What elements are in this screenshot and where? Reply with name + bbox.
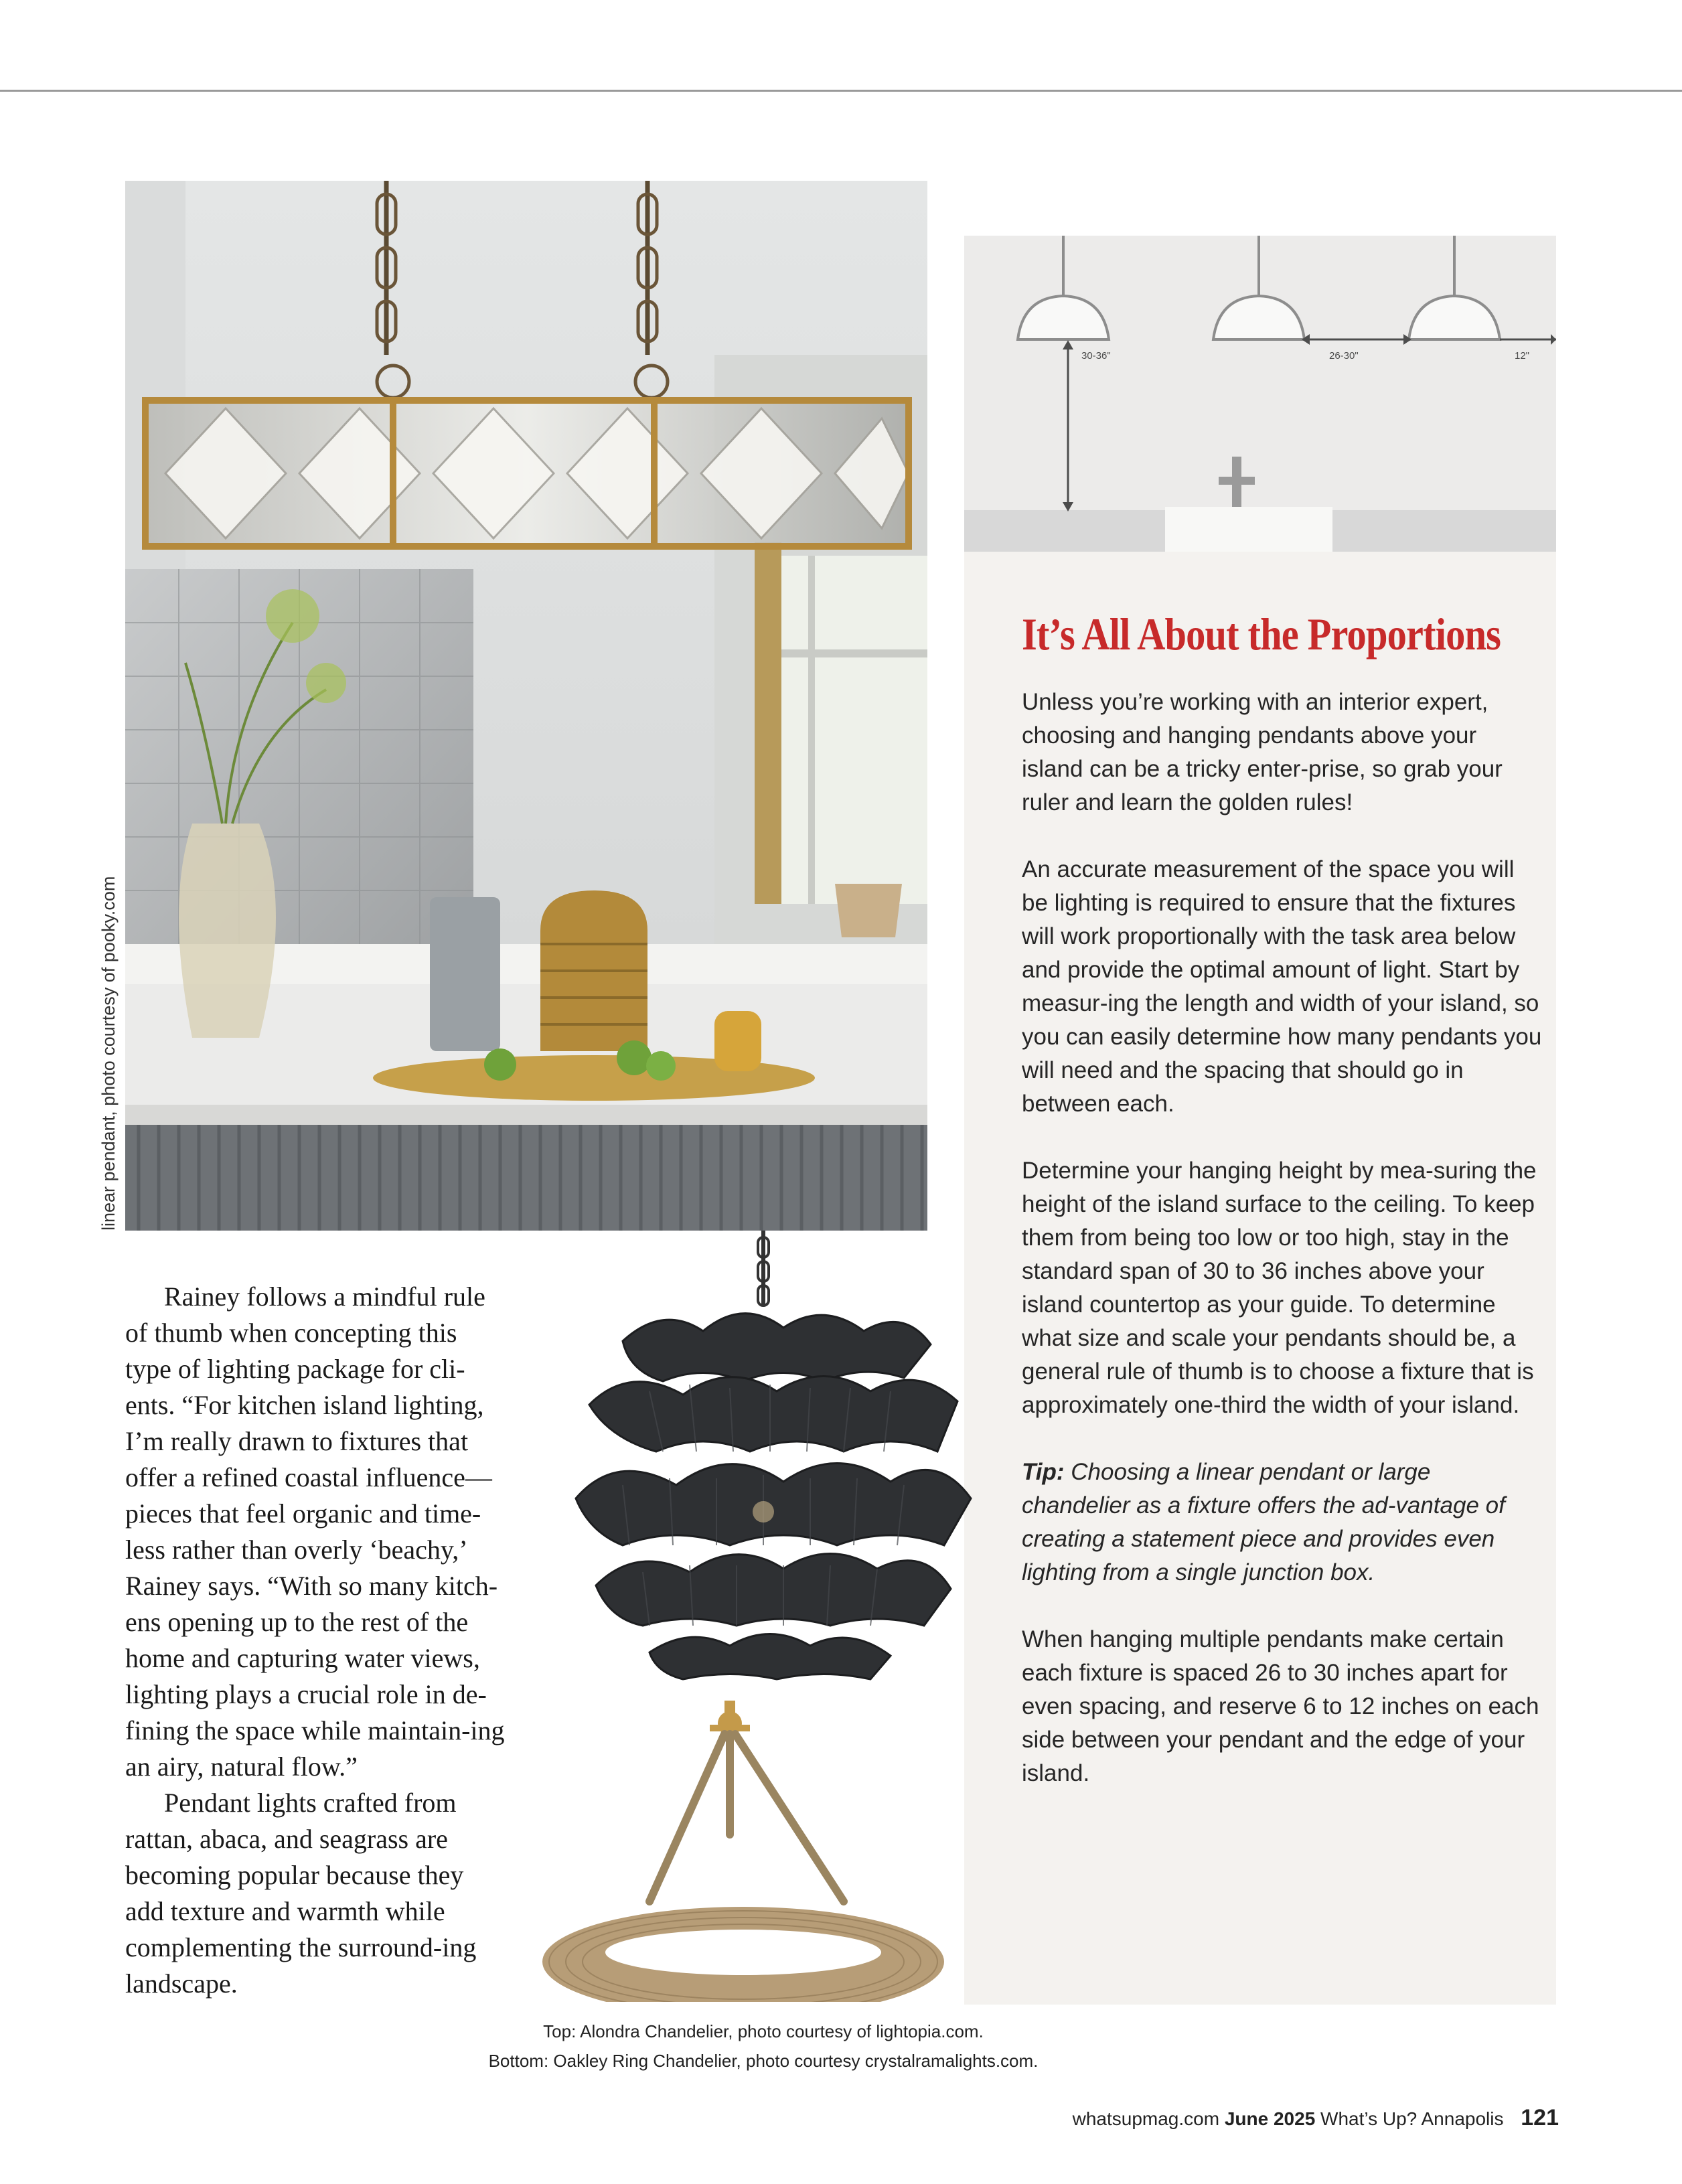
- article-body: [125, 1279, 507, 2002]
- photo-captions: [375, 2017, 1152, 2076]
- footer-site: whatsupmag.com: [1072, 2108, 1220, 2129]
- sidebar-paragraph: Unless you’re working with an interior expert, choosing and hanging pendants above your island can be a tricky enter-prise, so grab your ruler and learn the golden rules!: [1022, 689, 1503, 815]
- kitchen-linear-pendant-photo: [125, 181, 927, 1231]
- caption-bottom: Bottom: Oakley Ring Chandelier, photo courtesy crystalramalights.com.: [488, 2051, 1039, 2071]
- diagram-spacing-label: 26-30": [1329, 350, 1359, 362]
- page-footer: [1073, 2105, 1559, 2131]
- pendant-spacing-diagram: [964, 236, 1556, 552]
- diagram-edge-label: 12": [1515, 350, 1530, 362]
- caption-top: Top: Alondra Chandelier, photo courtesy of lightopia.com.: [543, 2021, 984, 2041]
- sidebar-title: It’s All About the Proportions: [1022, 609, 1501, 659]
- sidebar-paragraph: An accurate measurement of the space you will be lighting is required to ensure that the fixtures will work proportionally with the task area below and provide the optimal amount of light. Start by measur-ing the length and width of your island, so you can easily determine how many pendants you will need and the spacing that should go in between each.: [1022, 856, 1542, 1117]
- diagram-height-label: 30-36": [1081, 350, 1111, 362]
- footer-magazine: What’s Up? Annapolis: [1320, 2108, 1504, 2129]
- article-paragraph: Pendant lights crafted from rattan, abaca, and seagrass are becoming popular because they add texture and warmth while complementing the surround-ing landscape.: [125, 1788, 477, 1999]
- page-number: 121: [1521, 2105, 1559, 2130]
- photo-credit-vertical: linear pendant, photo courtesy of pooky.com: [98, 876, 119, 1231]
- tip-label: Tip:: [1022, 1459, 1065, 1485]
- oakley-ring-chandelier-photo: [529, 1701, 971, 2002]
- footer-issue: June 2025: [1224, 2108, 1316, 2129]
- sidebar-tip: [1022, 1456, 1544, 1589]
- proportions-sidebar: [964, 552, 1556, 2005]
- article-paragraph: Rainey follows a mindful rule of thumb when concepting this type of lighting package for cli-ents. “For kitchen island lighting, I’m really drawn to fixtures that offer a refined coastal influence—pieces that feel organic and time-less rather than overly ‘beachy,’ Rainey says. “With so many kitch-ens opening up to the rest of the home and capturing water views, lighting plays a crucial role in de-fining the space while maintain-ing an airy, natural flow.”: [125, 1281, 505, 1782]
- sidebar-paragraph: Determine your hanging height by mea-suring the height of the island surface to the ceiling. To keep them from being too low or too high, stay in the standard span of 30 to 36 inches above your island countertop as your guide. To determine what size and scale your pendants should be, a general rule of thumb is to choose a fixture that is approximately one-third the width of your island.: [1022, 1158, 1537, 1418]
- sidebar-closing: When hanging multiple pendants make certain each fixture is spaced 26 to 30 inches apart for even spacing, and reserve 6 to 12 inches on each side between your pendant and the edge of your island.: [1022, 1626, 1539, 1786]
- sidebar-body: [1022, 686, 1544, 1824]
- tip-text: Choosing a linear pendant or large chandelier as a fixture offers the ad-vantage of creating a statement piece and provides even lighting from a single junction box.: [1022, 1459, 1505, 1585]
- alondra-chandelier-photo: [529, 1231, 998, 1706]
- top-rule: [0, 90, 1682, 92]
